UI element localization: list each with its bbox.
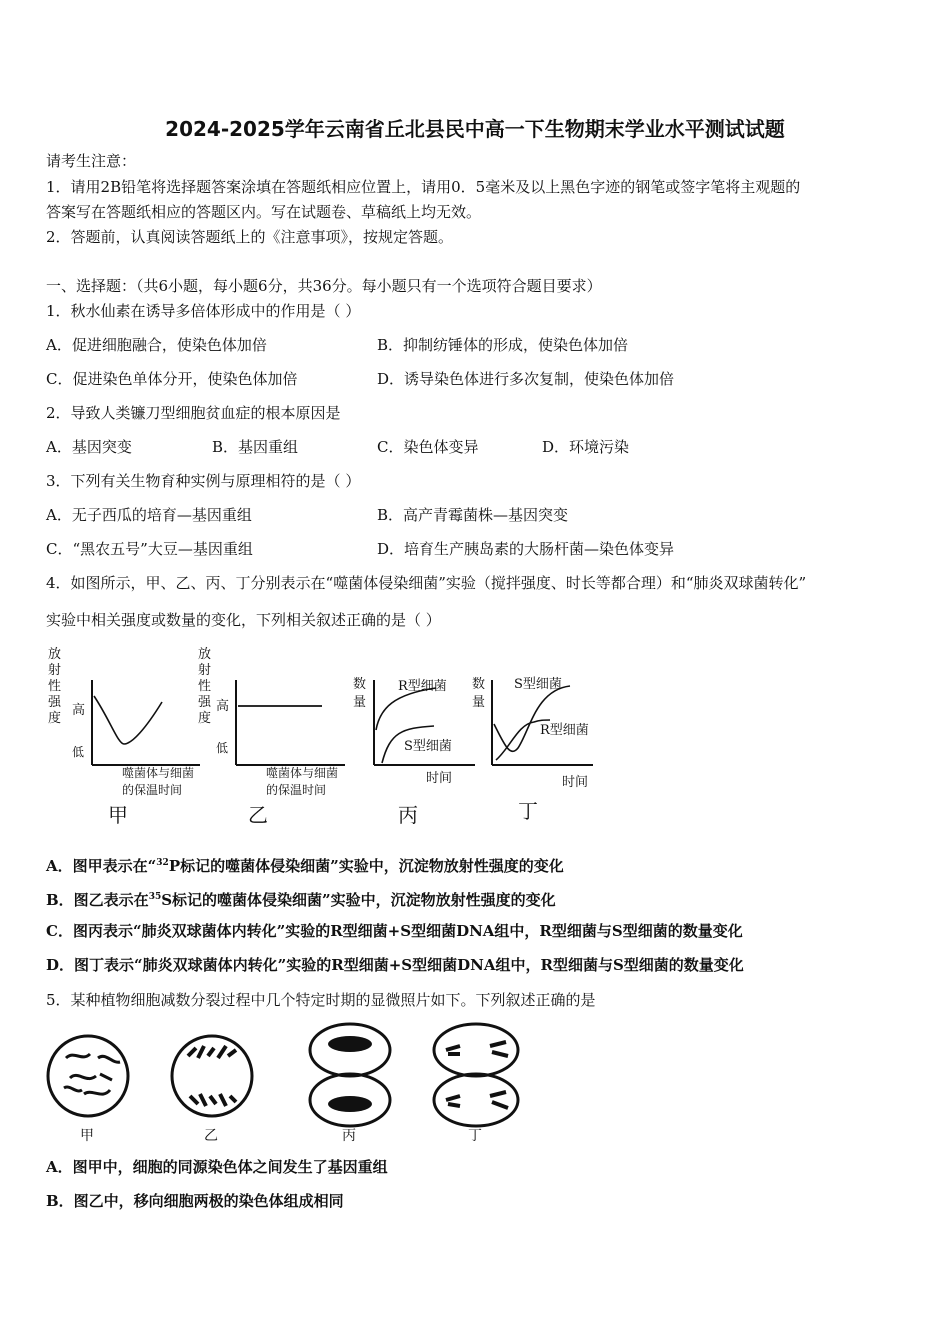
q3-option-b: B．高产青霉菌株—基因突变: [377, 506, 569, 524]
yi-xlabel-2: 的保温时间: [266, 783, 327, 797]
cell-bing-bottom-chromosomes: [328, 1096, 372, 1112]
jia-high-label: 高: [72, 703, 86, 718]
q3-option-d: D．培育生产胰岛素的大肠杆菌—染色体变异: [377, 540, 675, 558]
q3-option-a: A．无子西瓜的培育—基因重组: [46, 506, 252, 524]
q4-option-a-post: P标记的噬菌体侵染细菌”实验中，沉淀物放射性强度的变化: [168, 857, 564, 875]
q4-option-a-superscript: 32: [156, 858, 169, 868]
notice-line-2: 2．答题前，认真阅读答题纸上的《注意事项》，按规定答题。: [46, 228, 454, 246]
jia-name: 甲: [108, 803, 128, 827]
jia-ylabel-5: 度: [48, 711, 62, 726]
notice-heading: 请考生注意：: [46, 152, 137, 170]
q2-option-b: B．基因重组: [212, 438, 299, 456]
notice-line-1a: 1．请用2B铅笔将选择题答案涂填在答题纸相应位置上，请用0．5毫米及以上黑色字迹的钢笔或签字笔将主观题的: [46, 178, 801, 196]
yi-xlabel-1: 噬菌体与细菌: [266, 766, 339, 780]
yi-low-label: 低: [216, 741, 229, 755]
ding-top-label: S型细菌: [514, 677, 562, 692]
q4-option-a-pre: A．图甲表示在“: [46, 857, 157, 875]
graph-jia: [48, 647, 200, 827]
jia-xlabel-1: 噬菌体与细菌: [122, 766, 195, 780]
notice-line-1b: 答案写在答题纸相应的答题区内。写在试题卷、草稿纸上均无效。: [46, 203, 482, 221]
cell-jia-chromosomes: [64, 1054, 120, 1094]
ding-s-curve: [494, 686, 570, 751]
q4-stem-line-2: 实验中相关强度或数量的变化，下列相关叙述正确的是（ ）: [46, 611, 441, 629]
section-heading: 一、选择题：（共6小题，每小题6分，共36分。每小题只有一个选项符合题目要求）: [46, 277, 602, 295]
q4-stem-line-1: 4．如图所示，甲、乙、丙、丁分别表示在“噬菌体侵染细菌”实验（搅拌强度、时长等都合理）和“肺炎双球菌转化”: [46, 574, 807, 592]
micrograph-yi: [172, 1036, 252, 1144]
cell-yi-chromosomes: [188, 1046, 236, 1106]
jia-curve: [94, 696, 162, 744]
yi-ylabel-3: 性: [198, 679, 212, 694]
bing-ylabel-1: 数: [353, 677, 367, 692]
jia-low-label: 低: [72, 745, 85, 759]
cell-jia-membrane: [48, 1036, 128, 1116]
q1-option-a: A．促进细胞融合，使染色体加倍: [46, 336, 267, 354]
micrograph-jia: [48, 1036, 128, 1144]
ding-ylabel-2: 量: [472, 695, 486, 710]
jia-ylabel-4: 强: [48, 695, 62, 710]
q4-option-b-post: S标记的噬菌体侵染细菌”实验中，沉淀物放射性强度的变化: [161, 891, 556, 909]
micrograph-label-ding: 丁: [468, 1128, 482, 1144]
yi-ylabel-4: 强: [198, 695, 212, 710]
q4-figure: [40, 640, 620, 840]
graph-bing: [353, 676, 475, 827]
bing-ylabel-2: 量: [353, 695, 367, 710]
yi-high-label: 高: [216, 699, 230, 714]
q4-option-b: [46, 887, 556, 910]
micrograph-label-yi: 乙: [204, 1128, 218, 1144]
ding-ylabel-1: 数: [472, 677, 486, 692]
micrograph-label-jia: 甲: [80, 1128, 94, 1144]
q4-option-a: [46, 853, 564, 876]
q4-option-b-pre: B．图乙表示在: [46, 891, 149, 909]
yi-ylabel-1: 放: [198, 647, 212, 662]
q5-option-a: A．图甲中，细胞的同源染色体之间发生了基因重组: [46, 1158, 388, 1176]
yi-ylabel-5: 度: [198, 711, 212, 726]
q1-stem: 1．秋水仙素在诱导多倍体形成中的作用是（ ）: [46, 302, 361, 320]
ding-name: 丁: [518, 799, 538, 823]
ding-bottom-label: R型细菌: [540, 723, 589, 738]
q1-option-b: B．抑制纺锤体的形成，使染色体加倍: [377, 336, 629, 354]
q1-option-d: D．诱导染色体进行多次复制，使染色体加倍: [377, 370, 675, 388]
graph-yi: [198, 647, 345, 827]
micrograph-label-bing: 丙: [342, 1128, 356, 1144]
bing-r-curve: [376, 688, 436, 730]
bing-top-label: R型细菌: [398, 679, 447, 694]
q5-option-b: B．图乙中，移向细胞两极的染色体组成相同: [46, 1192, 344, 1210]
page-title: 2024-2025学年云南省丘北县民中高一下生物期末学业水平测试试题: [165, 117, 785, 141]
micrograph-ding: [434, 1024, 518, 1144]
q2-option-d: D．环境污染: [542, 438, 630, 456]
bing-bottom-label: S型细菌: [404, 739, 452, 754]
jia-xlabel-2: 的保温时间: [122, 783, 183, 797]
bing-xlabel: 时间: [426, 771, 453, 786]
q1-option-c: C．促进染色单体分开，使染色体加倍: [46, 370, 298, 388]
q2-stem: 2．导致人类镰刀型细胞贫血症的根本原因是: [46, 404, 341, 422]
q4-option-b-superscript: 35: [148, 892, 162, 902]
q4-option-c: C．图丙表示“肺炎双球菌体内转化”实验的R型细菌+S型细菌DNA组中，R型细菌与S型细菌的数量变化: [46, 922, 743, 940]
jia-ylabel-3: 性: [48, 679, 62, 694]
yi-ylabel-2: 射: [198, 663, 212, 678]
graph-ding: [472, 676, 593, 823]
q2-option-c: C．染色体变异: [377, 438, 479, 456]
cell-bing-top-chromosomes: [328, 1036, 372, 1052]
q5-micrographs: [40, 1018, 540, 1148]
q3-stem: 3．下列有关生物育种实例与原理相符的是（ ）: [46, 472, 361, 490]
bing-name: 丙: [398, 803, 418, 827]
q3-option-c: C．“黑农五号”大豆—基因重组: [46, 540, 253, 558]
q5-stem: 5．某种植物细胞减数分裂过程中几个特定时期的显微照片如下。下列叙述正确的是: [46, 991, 596, 1009]
q4-option-d: D．图丁表示“肺炎双球菌体内转化”实验的R型细菌+S型细菌DNA组中，R型细菌与S型细菌的数量变化: [46, 956, 744, 974]
yi-name: 乙: [248, 803, 268, 827]
jia-ylabel-2: 射: [48, 663, 62, 678]
q2-option-a: A．基因突变: [46, 438, 132, 456]
ding-xlabel: 时间: [562, 775, 589, 790]
jia-ylabel-1: 放: [48, 647, 62, 662]
micrograph-bing: [310, 1024, 390, 1144]
